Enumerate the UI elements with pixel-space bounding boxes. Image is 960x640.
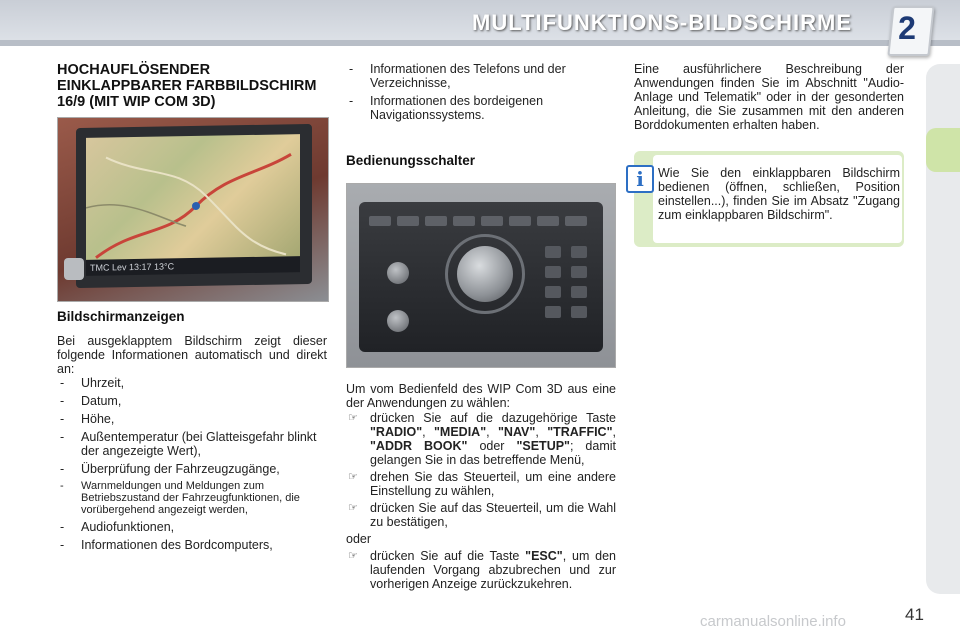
controls-instruction-list bbox=[346, 411, 616, 594]
list-item: - Warnmeldungen und Meldungen zum Betriebszustand der Fahrzeugfunktionen, die vorübergehend angezeigt werden, bbox=[57, 480, 329, 516]
preset-key bbox=[571, 246, 587, 258]
media-key-label: "MEDIA" bbox=[434, 425, 487, 439]
hand-pointer-icon: ☞ bbox=[348, 550, 358, 562]
section-heading-display: HOCHAUFLÖSENDER EINKLAPPBARER FARBBILDSCHIRM 16/9 (MIT WIP COM 3D) bbox=[57, 62, 317, 110]
esc-key bbox=[537, 216, 559, 226]
media-key bbox=[397, 216, 419, 226]
list-item: - Uhrzeit, bbox=[57, 376, 329, 390]
nav-key bbox=[425, 216, 447, 226]
control-knob bbox=[457, 246, 513, 302]
display-info-list bbox=[57, 376, 329, 556]
page-title: MULTIFUNKTIONS-BILDSCHIRME bbox=[472, 10, 852, 35]
addr-book-key bbox=[481, 216, 503, 226]
hand-pointer-icon: ☞ bbox=[348, 502, 358, 514]
setup-key-label: "SETUP" bbox=[516, 439, 570, 453]
instruction-item: ☞ drücken Sie auf die dazugehörige Taste "RADIO", "MEDIA", "NAV", "TRAFFIC", "ADDR BOOK" oder "SETUP"; damit gelangen Sie in das betreffende Menü, bbox=[348, 411, 617, 467]
radio-key-label: "RADIO" bbox=[370, 425, 423, 439]
control-panel bbox=[359, 202, 603, 352]
list-item: - Außentemperatur (bei Glatteisgefahr blinkt der angezeigte Wert), bbox=[57, 430, 329, 458]
display-bezel bbox=[76, 124, 312, 288]
section-title-bildschirmanzeigen: Bildschirmanzeigen bbox=[57, 309, 185, 324]
list-item: - Informationen des Bordcomputers, bbox=[57, 538, 329, 552]
display-info-list-continued bbox=[346, 62, 616, 126]
list-item: - Höhe, bbox=[57, 412, 329, 426]
controls-intro-text: Um vom Bedienfeld des WIP Com 3D aus eine der Anwendungen zu wählen: bbox=[346, 382, 616, 410]
hazard-button bbox=[64, 258, 84, 280]
list-item: - Audiofunktionen, bbox=[57, 520, 329, 534]
preset-key bbox=[571, 286, 587, 298]
info-icon: i bbox=[626, 165, 654, 193]
traffic-key bbox=[453, 216, 475, 226]
preset-key bbox=[571, 266, 587, 278]
radio-key bbox=[369, 216, 391, 226]
hand-pointer-icon: ☞ bbox=[348, 412, 358, 424]
instruction-item: ☞ drücken Sie auf die Taste "ESC", um den laufenden Vorgang abzubrechen und zur vorherigen Anzeige zurückzukehren. bbox=[348, 549, 616, 591]
or-separator: oder bbox=[346, 532, 372, 546]
setup-key bbox=[509, 216, 531, 226]
control-panel-photo bbox=[346, 183, 616, 368]
instruction-item: ☞ drehen Sie das Steuerteil, um eine andere Einstellung zu wählen, bbox=[348, 470, 616, 498]
watermark: carmanualsonline.info bbox=[700, 613, 846, 630]
preset-key bbox=[545, 306, 561, 318]
reference-paragraph: Eine ausführlichere Beschreibung der Anwendungen finden Sie im Abschnitt "Audio-Anlage und Telematik" oder in der gesonderten Anleitung, die Sie zusammen mit den anderen Borddokumenten erhalten haben. bbox=[634, 62, 904, 132]
power-knob bbox=[387, 310, 409, 332]
list-item: - Datum, bbox=[57, 394, 329, 408]
page-number: 41 bbox=[905, 605, 924, 624]
section-title-bedienungsschalter: Bedienungsschalter bbox=[346, 153, 476, 168]
preset-key bbox=[545, 246, 561, 258]
list-item: - Überprüfung der Fahrzeugzugänge, bbox=[57, 462, 329, 476]
display-intro-text: Bei ausgeklapptem Bildschirm zeigt dieser folgende Informationen automatisch und direkt an: bbox=[57, 334, 327, 376]
preset-key bbox=[545, 286, 561, 298]
screen-status-bar: TMC Lev 13:17 13°C bbox=[86, 256, 300, 276]
active-chapter-tab bbox=[926, 128, 960, 172]
list-item: - Informationen des bordeigenen Navigationssystems. bbox=[346, 94, 616, 122]
list-item: - Informationen des Telefons und der Verzeichnisse, bbox=[346, 62, 616, 90]
navigation-map bbox=[86, 134, 300, 273]
chapter-number: 2 bbox=[898, 10, 916, 46]
addr-book-key-label: "ADDR BOOK" bbox=[370, 439, 468, 453]
info-box-text: Wie Sie den einklappbaren Bildschirm bedienen (öffnen, schließen, Position einstellen...), finden Sie im Absatz "Zugang zum einklappbaren Bildschirm". bbox=[658, 166, 900, 222]
screen-photo bbox=[57, 117, 329, 302]
instruction-item: ☞ drücken Sie auf das Steuerteil, um die Wahl zu bestätigen, bbox=[348, 501, 616, 529]
esc-key-label: "ESC" bbox=[525, 549, 563, 563]
nav-key-label: "NAV" bbox=[498, 425, 536, 439]
header-stripe bbox=[0, 40, 960, 46]
volume-knob bbox=[387, 262, 409, 284]
page-header bbox=[0, 0, 960, 46]
hand-pointer-icon: ☞ bbox=[348, 471, 358, 483]
map-roads bbox=[86, 134, 300, 273]
preset-key bbox=[571, 306, 587, 318]
mode-key bbox=[565, 216, 587, 226]
preset-key bbox=[545, 266, 561, 278]
traffic-key-label: "TRAFFIC" bbox=[547, 425, 613, 439]
